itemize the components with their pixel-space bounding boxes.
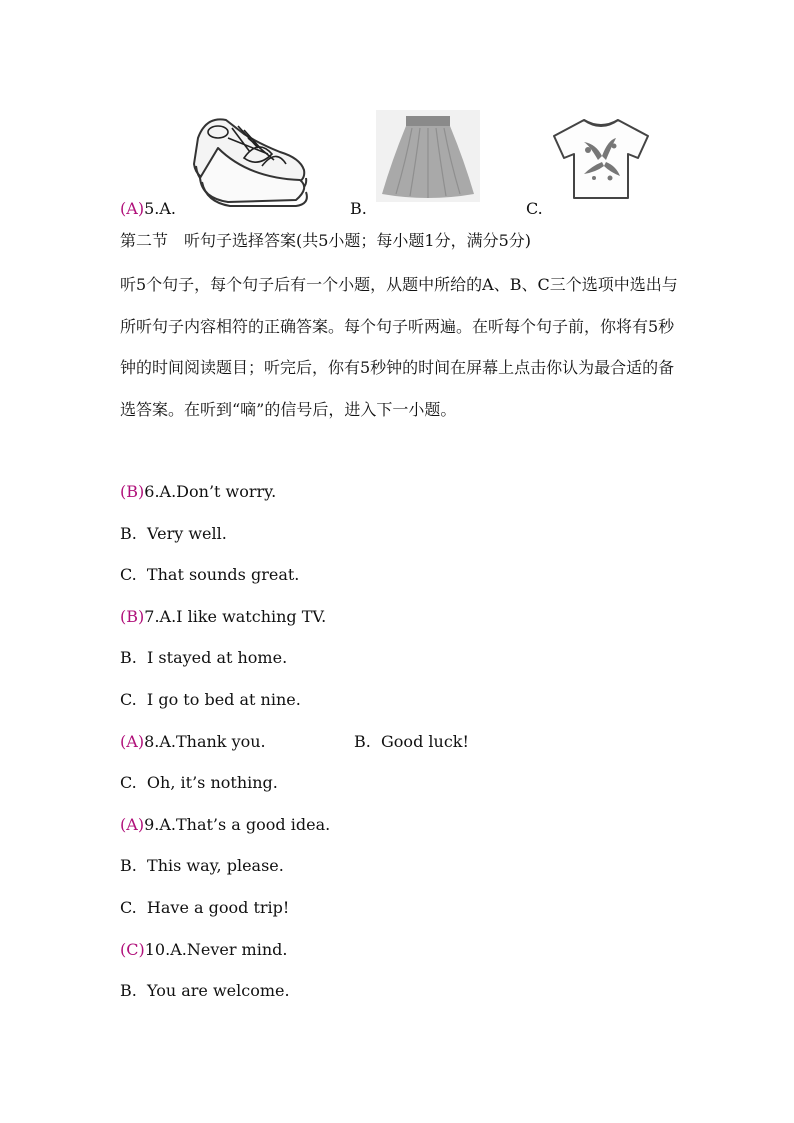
question-6-option-c: C. That sounds great. bbox=[120, 565, 300, 584]
question-9-option-a: A.That’s a good idea. bbox=[159, 815, 331, 834]
question-8 bbox=[120, 732, 266, 752]
question-9-option-c: C. Have a good trip! bbox=[120, 898, 290, 917]
question-9-number: 9. bbox=[144, 815, 160, 834]
answer-paren-close: ) bbox=[137, 815, 145, 834]
question-5-option-a: A. bbox=[159, 199, 176, 218]
question-5 bbox=[120, 199, 176, 219]
answer-5: A bbox=[126, 199, 138, 218]
question-10-option-b: B. You are welcome. bbox=[120, 981, 290, 1000]
question-10-option-a: A.Never mind. bbox=[170, 940, 288, 959]
answer-paren-close: ) bbox=[138, 482, 145, 501]
question-6-option-a: A.Don’t worry. bbox=[159, 482, 277, 501]
answer-paren-close: ) bbox=[138, 940, 145, 959]
answer-paren-close: ) bbox=[137, 732, 145, 751]
question-7-option-b: B. I stayed at home. bbox=[120, 648, 288, 667]
question-7 bbox=[120, 607, 326, 627]
question-10-number: 10. bbox=[144, 940, 171, 959]
question-6 bbox=[120, 482, 276, 502]
question-5-option-b-label: B. bbox=[350, 199, 367, 218]
answer-10: C bbox=[126, 940, 139, 959]
skirt-image bbox=[376, 110, 480, 202]
answer-paren-open: ( bbox=[120, 940, 127, 959]
question-6-number: 6. bbox=[144, 482, 160, 501]
question-10 bbox=[120, 940, 287, 960]
answer-8: A bbox=[126, 732, 138, 751]
question-6-option-b: B. Very well. bbox=[120, 524, 227, 543]
answer-paren-open: ( bbox=[120, 199, 127, 218]
answer-paren-close: ) bbox=[137, 199, 145, 218]
answer-7: B bbox=[126, 607, 139, 626]
question-5-option-c-label: C. bbox=[526, 199, 543, 218]
section-instructions: 听5个句子，每个句子后有一个小题，从题中所给的A、B、C三个选项中选出与所听句子内容相符的正确答案。每个句子听两遍。在听每个句子前，你将有5秒钟的时间阅读题目；听完后，你有5秒钟的时间在屏幕上点击你认为最合适的备选答案。在听到“嘀”的信号后，进入下一小题。 bbox=[120, 275, 678, 419]
question-5-number: 5. bbox=[144, 199, 160, 218]
question-9 bbox=[120, 815, 330, 835]
answer-6: B bbox=[126, 482, 139, 501]
answer-paren-open: ( bbox=[120, 815, 127, 834]
question-8-number: 8. bbox=[144, 732, 160, 751]
question-8-option-a: A.Thank you. bbox=[159, 732, 266, 751]
answer-paren-close: ) bbox=[138, 607, 145, 626]
answer-paren-open: ( bbox=[120, 732, 127, 751]
sneakers-image bbox=[188, 108, 314, 208]
answer-paren-open: ( bbox=[120, 607, 127, 626]
answer-paren-open: ( bbox=[120, 482, 127, 501]
question-7-option-c: C. I go to bed at nine. bbox=[120, 690, 301, 709]
question-8-option-c: C. Oh, it’s nothing. bbox=[120, 773, 278, 792]
question-7-number: 7. bbox=[144, 607, 160, 626]
question-7-option-a: A.I like watching TV. bbox=[159, 607, 327, 626]
answer-9: A bbox=[126, 815, 138, 834]
section-title: 第二节 听句子选择答案(共5小题；每小题1分，满分5分) bbox=[120, 231, 532, 250]
question-9-option-b: B. This way, please. bbox=[120, 856, 284, 875]
tshirt-image bbox=[550, 116, 652, 200]
question-8-option-b: B. Good luck! bbox=[354, 732, 469, 751]
